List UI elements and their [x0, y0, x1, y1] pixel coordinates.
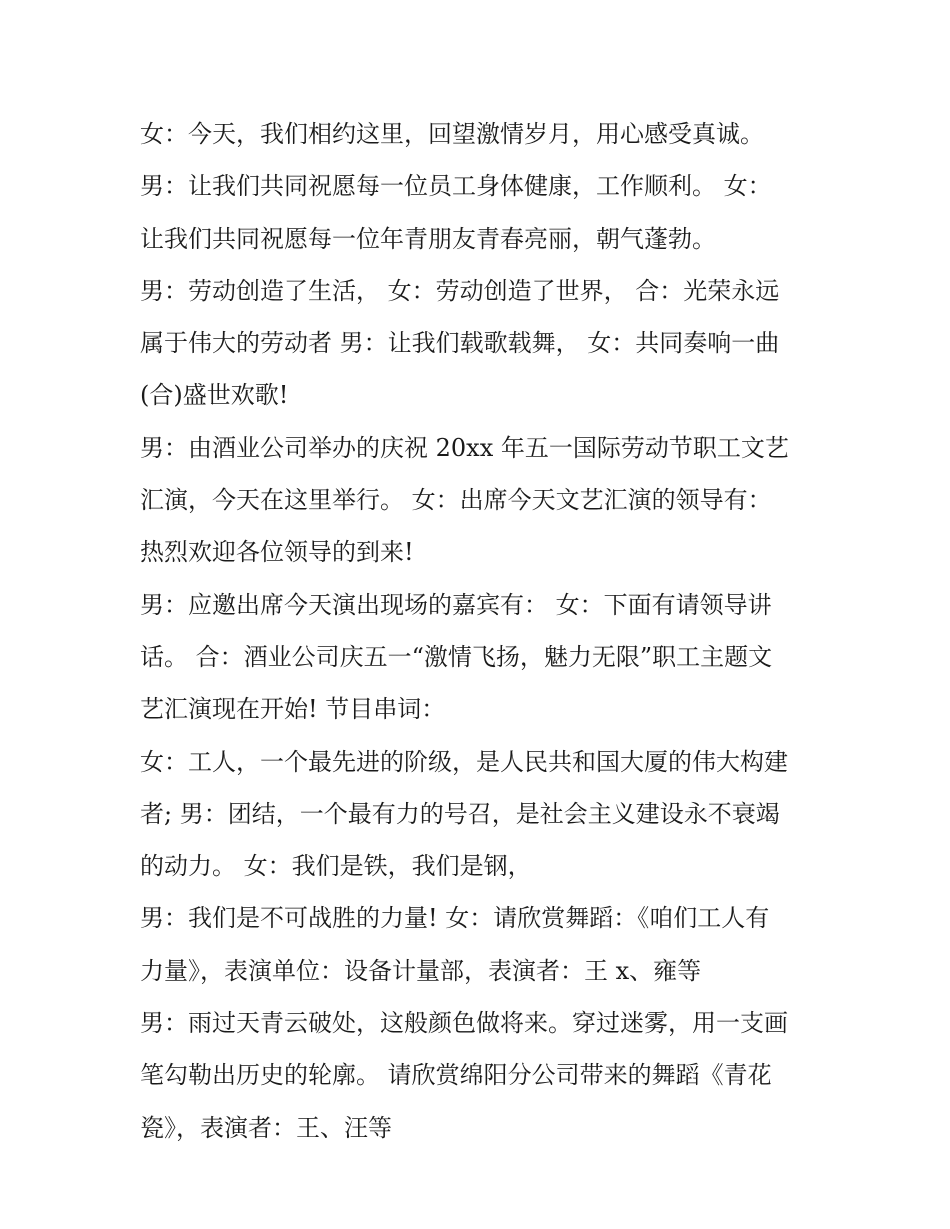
text-line: 热烈欢迎各位领导的到来!: [140, 538, 414, 567]
text-line: 汇演，今天在这里举行。 女：出席今天文艺汇演的领导有：: [140, 486, 772, 515]
text-line: 男：我们是不可战胜的力量! 女：请欣赏舞蹈：《咱们工人有: [140, 904, 770, 933]
text-line: 男：让我们共同祝愿每一位员工身体健康，工作顺利。 女：: [140, 172, 772, 201]
text-line: 女：工人，一个最先进的阶级，是人民共和国大厦的伟大构建: [140, 747, 788, 776]
text-line: 让我们共同祝愿每一位年青朋友青春亮丽，朝气蓬勃。: [140, 224, 716, 253]
text-line: 瓷》，表演者：王、汪等: [140, 1113, 392, 1142]
text-line: 男：劳动创造了生活， 女：劳动创造了世界， 合：光荣永远: [140, 276, 780, 305]
text-line: 话。 合：酒业公司庆五一“激情飞扬，魅力无限”职工主题文: [140, 642, 773, 671]
text-line: 艺汇演现在开始! 节目串词：: [140, 695, 446, 724]
text-line: 者; 男：团结，一个最有力的号召，是社会主义建设永不衰竭: [140, 799, 780, 828]
text-line: 男：应邀出席今天演出现场的嘉宾有： 女：下面有请领导讲: [140, 590, 772, 619]
script-text: [140, 108, 820, 1154]
text-line: 笔勾勒出历史的轮廓。 请欣赏绵阳分公司带来的舞蹈《青花: [140, 1061, 772, 1090]
text-line: 女：今天，我们相约这里，回望激情岁月，用心感受真诚。: [140, 120, 764, 148]
text-line: 属于伟大的劳动者 男：让我们载歌载舞， 女：共同奏响一曲: [140, 329, 780, 358]
text-line: (合)盛世欢歌!: [140, 381, 289, 410]
text-line: 男：由酒业公司举办的庆祝 20xx 年五一国际劳动节职工文艺: [140, 433, 789, 462]
text-line: 的动力。 女：我们是铁，我们是钢，: [140, 852, 532, 881]
text-line: 力量》，表演单位：设备计量部，表演者：王 x、雍等: [140, 956, 702, 985]
text-line: 男：雨过天青云破处，这般颜色做将来。穿过迷雾，用一支画: [140, 1009, 788, 1038]
